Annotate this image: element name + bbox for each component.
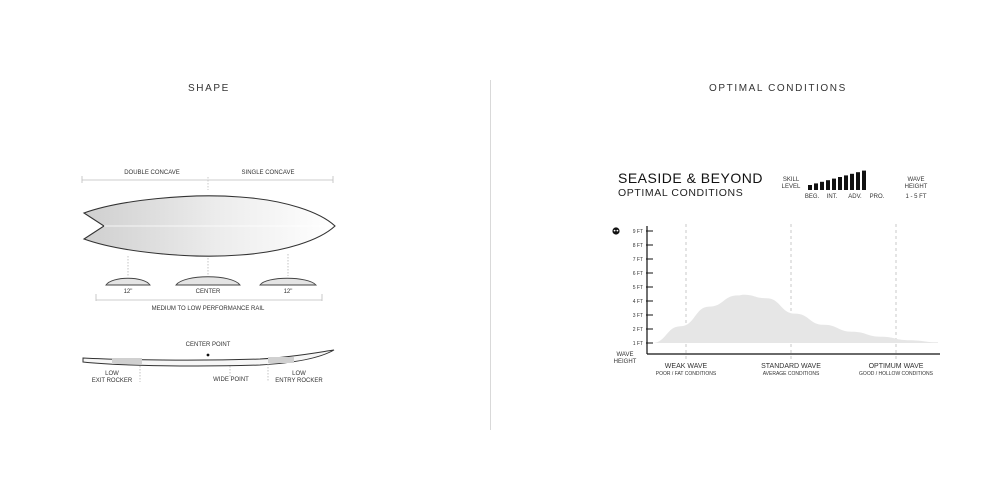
single-concave-label: SINGLE CONCAVE xyxy=(241,170,295,176)
y-tick-label-9: 9 FT xyxy=(632,229,643,235)
cross-section-label-nose: 12" xyxy=(283,289,293,295)
wave-area xyxy=(652,295,938,343)
x-sublabel-weak: POOR / FAT CONDITIONS xyxy=(655,371,717,377)
wide-point-label: WIDE POINT xyxy=(213,377,249,383)
y-tick-label-4: 4 FT xyxy=(632,299,643,305)
skill-level-label: SKILL LEVEL xyxy=(781,177,801,190)
shape-title: SHAPE xyxy=(188,83,230,94)
skull-eye-right xyxy=(617,230,619,232)
board-subtitle: OPTIMAL CONDITIONS xyxy=(618,187,744,199)
wave-height-range: 1 - 5 FT xyxy=(905,194,927,200)
cross-section-label-tail: 12" xyxy=(123,289,133,295)
skull-icon xyxy=(612,227,619,234)
y-tick-label-6: 6 FT xyxy=(632,271,643,277)
y-tick-label-1: 1 FT xyxy=(632,341,643,347)
x-sublabel-standard: AVERAGE CONDITIONS xyxy=(762,371,820,377)
entry-rocker-label: LOW ENTRY ROCKER xyxy=(275,371,323,384)
skill-beg: BEG. xyxy=(804,194,820,200)
skill-pro: PRO. xyxy=(869,194,885,200)
x-label-optimum: OPTIMUM WAVE xyxy=(868,363,924,370)
double-concave-label: DOUBLE CONCAVE xyxy=(124,170,180,176)
skill-adv: ADV. xyxy=(848,194,862,200)
cross-section-label-center: CENTER xyxy=(195,289,221,295)
x-label-weak: WEAK WAVE xyxy=(664,363,708,370)
skill-int: INT. xyxy=(826,194,838,200)
center-point-label: CENTER POINT xyxy=(185,342,231,348)
wave-height-label: WAVE HEIGHT xyxy=(904,177,928,190)
skull-eye-left xyxy=(614,230,616,232)
y-tick-label-3: 3 FT xyxy=(632,313,643,319)
y-tick-label-8: 8 FT xyxy=(632,243,643,249)
y-axis-label: WAVE HEIGHT xyxy=(613,352,637,365)
y-tick-label-7: 7 FT xyxy=(632,257,643,263)
y-tick-label-5: 5 FT xyxy=(632,285,643,291)
x-sublabel-optimum: GOOD / HOLLOW CONDITIONS xyxy=(859,371,933,377)
conditions-title: OPTIMAL CONDITIONS xyxy=(709,83,847,94)
exit-rocker-label: LOW EXIT ROCKER xyxy=(91,371,133,384)
x-label-standard: STANDARD WAVE xyxy=(761,363,821,370)
rail-label: MEDIUM TO LOW PERFORMANCE RAIL xyxy=(151,306,265,312)
board-name: SEASIDE & BEYOND xyxy=(618,170,763,186)
y-tick-label-2: 2 FT xyxy=(632,327,643,333)
